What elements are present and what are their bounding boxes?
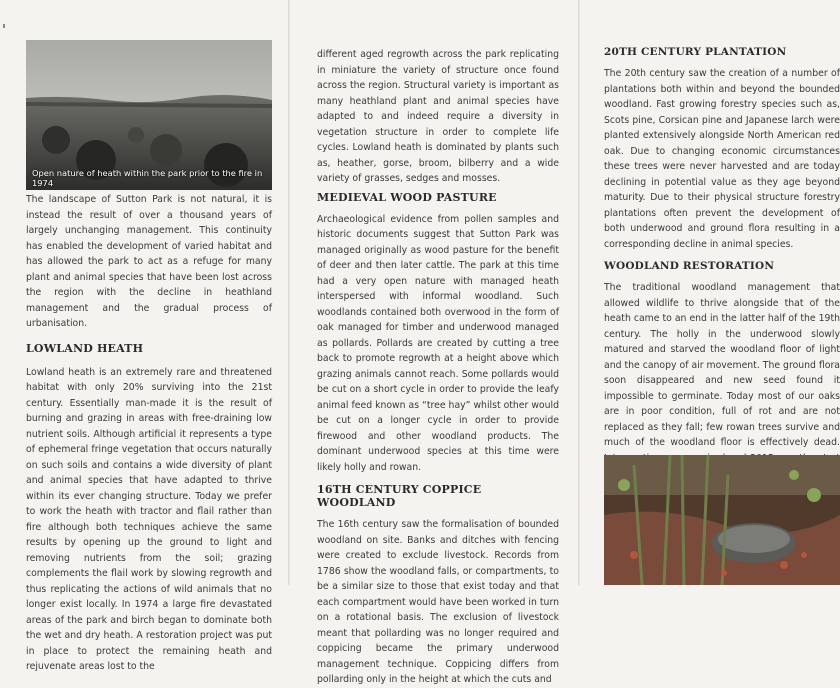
column-right (604, 0, 840, 585)
coppice-paragraph: The 16th century saw the formalisation of bounded woodland on site. Banks and ditches with fencing were created to exclude livestock. Records from 1786 show the woodland falls, or compartments, to be a similar size to those that exist today and that each compartment would have been worked in turn on a rotational basis. The exclusion of livestock meant that pollarding was no longer required and coppicing became the primary underwood management technique. Coppicing differs from pollarding only in the height at which the cuts and (317, 519, 559, 685)
woodland-photo (604, 455, 840, 585)
lowland-heath-paragraph: Lowland heath is an extremely rare and threatened habitat with only 20% surviving into the 21st century. Essentially man-made it is the result of burning and grazing in areas with free-draining low nutrient soils. Although artificial it represents a type of ephemeral fringe vegetation that occurs naturally on such soils and contains a wide diversity of plant and animal species that have adapted to thrive within its ever changing structure. Today we prefer to work the heath with tractor and flail rather than fire although both techniques achieve the same results by opening up the ground to light and removing nutrients from the soil; grazing complements the flail work by slowing regrowth and thus replicating the actions of wild animals that no longer exist locally. In 1974 a large fire devastated areas of the park and birch began to dominate both the wet and dry heath. A restoration project was put in place to protect the remaining heath and rejuvenate areas lost to the (26, 366, 272, 672)
restoration-paragraph: The traditional woodland management that allowed wildlife to thrive alongside that of the heath came to an end in the latter half of the 19th century. The holly in the underwood slowly matured and starved the woodland floor of light and the canopy of air movement. The ground flora soon disappeared and new seed found it impossible to germinate. Today most of our oaks are in poor condition, full of rot and are not replaced as they fall; few rowan trees survive and much of the woodland floor is effectively dead. (604, 282, 840, 448)
heath-photo (26, 40, 272, 190)
section-title-plantation: 20TH CENTURY PLANTATION (604, 46, 787, 58)
column-middle (317, 0, 559, 685)
page-fold (578, 0, 580, 585)
plantation-paragraph: The 20th century saw the creation of a number of plantations both within and beyond the bounded woodland. Fast growing forestry species such as, Scots pine, Corsican pine and Japanese larch were planted extensively alongside North American red oak. Due to changing economic circumstances these trees were never harvested and are today declining in potential value as they age beyond maturity. Due to their physical structure forestry plantations often prevent the development of both underwood and ground flora resulting in a corresponding decline in animal species. (604, 68, 840, 250)
woodland-photo-image (604, 455, 840, 585)
page-edge-mark (3, 24, 5, 28)
section-title-coppice-woodland: 16TH CENTURY COPPICE WOODLAND (317, 483, 482, 509)
section-title-medieval-wood-pasture: MEDIEVAL WOOD PASTURE (317, 190, 497, 204)
intro-paragraph: The landscape of Sutton Park is not natural, it is instead the result of over a thousand years of largely unchanging management. This continuity has enabled the development of varied habitat and has allowed the park to act as a refuge for many plant and animal species that have been lost across the region with the decline in heathland management and the gradual process of urbanisation. (26, 194, 272, 329)
column-left (26, 0, 272, 672)
section-title-woodland-restoration: WOODLAND RESTORATION (604, 260, 775, 272)
section-title-lowland-heath: LOWLAND HEATH (26, 341, 144, 355)
medieval-paragraph: Archaeological evidence from pollen samples and historic documents suggest that Sutton Park was managed originally as wood pasture for the benefit of deer and then later cattle. The park at this time had a very open nature with managed heath interspersed with informal woodland. Such woodlands contained both overwood in the form of oak managed for timber and underwood managed as pollards. Pollards are created by cutting a tree back to promote regrowth at a height above which grazing animals cannot reach. Some pollards would be cut on a short cycle in order to provide the leafy animal feed known as “tree hay” whilst other would be cut on a longer cycle in order to provide firewood and other woodland products. The dominant underwood species at this time were likely holly and rowan. (317, 213, 559, 473)
page-fold (288, 0, 290, 585)
continued-paragraph: different aged regrowth across the park replicating in miniature the variety of structure once found across the region. Structural variety is important as many heathland plant and animal species have adapted to and indeed require a diversity in vegetation structure in order to complete life cycles. Lowland heath is dominated by plants such as, heather, gorse, broom, bilberry and a wide variety of grasses, sedges and mosses. (317, 49, 559, 184)
photo-caption: Open nature of heath within the park prior to the fire in 1974 (32, 168, 263, 188)
